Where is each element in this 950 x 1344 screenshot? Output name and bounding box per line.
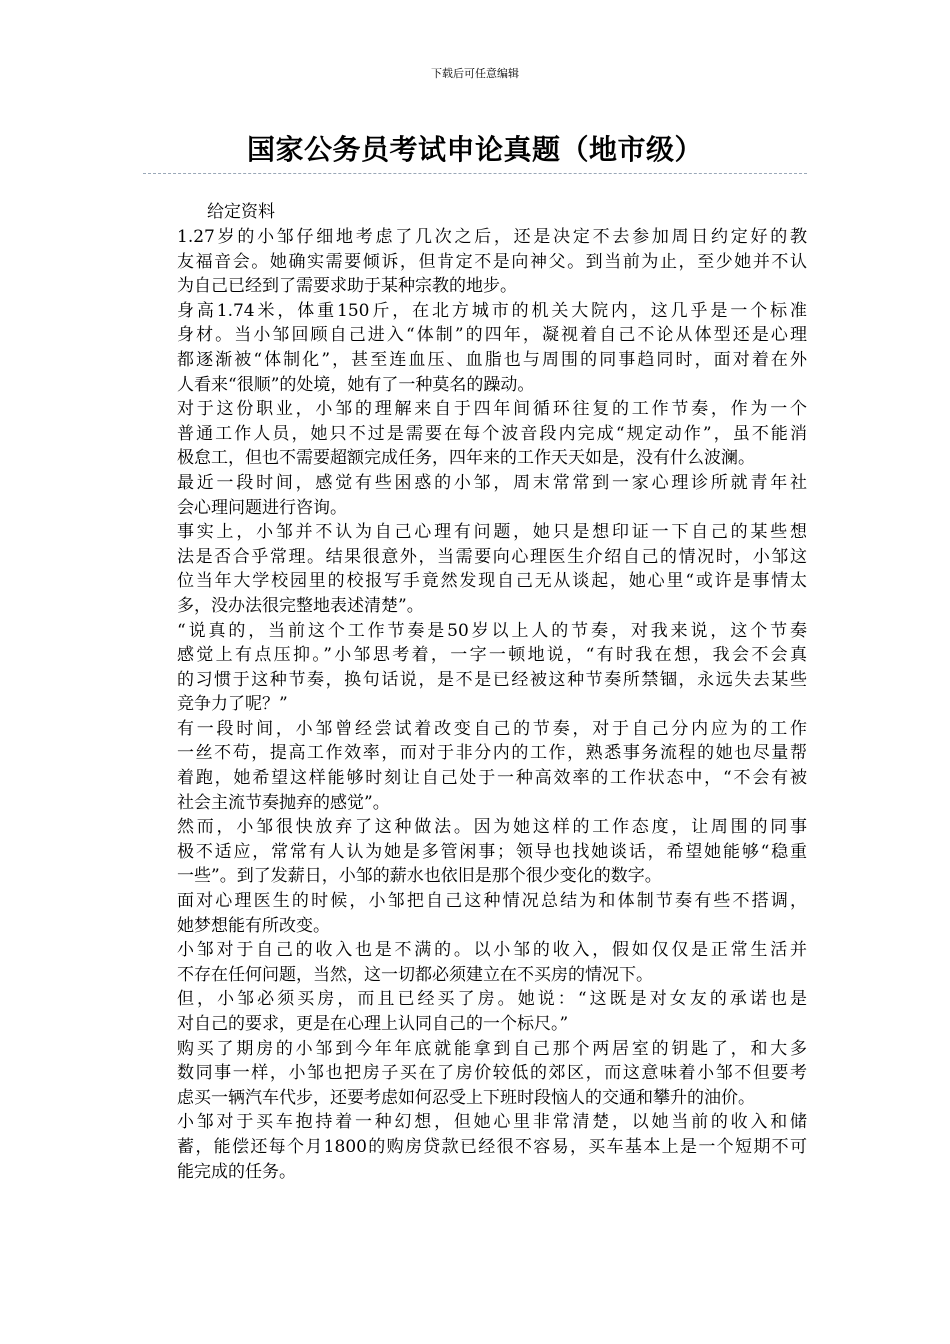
paragraph-line: 会心理问题进行咨询。 bbox=[177, 497, 347, 518]
section-label: 给定资料 bbox=[207, 202, 275, 222]
body-paragraph bbox=[143, 987, 807, 1036]
paragraph-line: 面对心理医生的时候，小邹把自己这种情况总结为和体制节奏有些不搭调， bbox=[177, 891, 807, 912]
body-paragraph bbox=[143, 938, 807, 987]
paragraph-line: 小邹对于自己的收入也是不满的。以小邹的收入，假如仅仅是正常生活并 bbox=[177, 940, 807, 961]
paragraph-line: 多，没办法很完整地表述清楚”。 bbox=[177, 595, 424, 616]
body-paragraph bbox=[143, 471, 807, 520]
body-paragraph bbox=[143, 889, 807, 938]
body-paragraph bbox=[143, 1110, 807, 1184]
paragraph-line: 对自己的要求，更是在心理上认同自己的一个标尺。” bbox=[177, 1014, 569, 1034]
paragraph-line: 极怠工，但也不需要超额完成任务，四年来的工作天天如是，没有什么波澜。 bbox=[177, 448, 755, 469]
paragraph-line: 社会主流节奏抛弃的感觉”。 bbox=[177, 792, 390, 813]
paragraph-line: 小邹对于买车抱持着一种幻想，但她心里非常清楚，以她当前的收入和储 bbox=[177, 1112, 807, 1133]
paragraph-line: 虑买一辆汽车代步，还要考虑如何忍受上下班时段恼人的交通和攀升的油价。 bbox=[177, 1087, 755, 1108]
paragraph-line: 有一段时间，小邹曾经尝试着改变自己的节奏，对于自己分内应为的工作 bbox=[177, 718, 807, 739]
paragraph-line: 友福音会。她确实需要倾诉，但肯定不是向神父。到当前为止，至少她并不认 bbox=[177, 251, 807, 272]
paragraph-line: 为自己已经到了需要求助于某种宗教的地步。 bbox=[177, 276, 517, 297]
body-paragraph bbox=[143, 815, 807, 889]
body-paragraph bbox=[143, 397, 807, 471]
body-paragraph bbox=[143, 299, 807, 397]
paragraph-line: 不存在任何问题，当然，这一切都必须建立在不买房的情况下。 bbox=[177, 964, 653, 985]
body-paragraph bbox=[143, 225, 807, 299]
paragraph-line: 1.27岁的小邹仔细地考虑了几次之后，还是决定不去参加周日约定好的教 bbox=[177, 227, 807, 247]
paragraph-line: 的习惯于这种节奏，换句话说，是不是已经被这种节奏所禁锢，永远失去某些 bbox=[177, 669, 807, 690]
paragraph-line: 着跑，她希望这样能够时刻让自己处于一种高效率的工作状态中，“不会有被 bbox=[177, 768, 807, 789]
paragraph-line: 对于这份职业，小邹的理解来自于四年间循环往复的工作节奏，作为一个 bbox=[177, 399, 807, 420]
document-body bbox=[143, 200, 807, 1184]
paragraph-line: 极不适应，常常有人认为她是多管闲事；领导也找她谈话，希望她能够“稳重 bbox=[177, 841, 807, 862]
paragraph-line: 最近一段时间，感觉有些困惑的小邹，周末常常到一家心理诊所就青年社 bbox=[177, 472, 807, 493]
header-note: 下载后可任意编辑 bbox=[431, 67, 519, 80]
paragraph-line: 但，小邹必须买房，而且已经买了房。她说：“这既是对女友的承诺也是 bbox=[177, 989, 807, 1010]
paragraph-line: 事实上，小邹并不认为自己心理有问题，她只是想印证一下自己的某些想 bbox=[177, 522, 807, 543]
paragraph-line: 一些”。到了发薪日，小邹的薪水也依旧是那个很少变化的数字。 bbox=[177, 866, 662, 887]
body-paragraph bbox=[143, 619, 807, 717]
paragraph-line: 都逐渐被“体制化”，甚至连血压、血脂也与周围的同事趋同时，面对着在外 bbox=[177, 349, 807, 370]
body-paragraph bbox=[143, 520, 807, 618]
paragraph-line: 蓄，能偿还每个月1800的购房贷款已经很不容易，买车基本上是一个短期不可 bbox=[177, 1136, 807, 1157]
body-paragraph bbox=[143, 717, 807, 815]
title-divider bbox=[143, 173, 807, 174]
paragraph-line: 人看来“很顺”的处境，她有了一种莫名的躁动。 bbox=[177, 374, 535, 395]
paragraph-line: 身材。当小邹回顾自己进入“体制”的四年，凝视着自己不论从体型还是心理 bbox=[177, 325, 807, 346]
paragraph-line: 一丝不苟，提高工作效率，而对于非分内的工作，熟悉事务流程的她也尽量帮 bbox=[177, 743, 807, 764]
page-title: 国家公务员考试申论真题（地市级） bbox=[246, 133, 703, 166]
paragraph-line: “说真的，当前这个工作节奏是50岁以上人的节奏，对我来说，这个节奏 bbox=[177, 620, 807, 641]
paragraph-line: 然而，小邹很快放弃了这种做法。因为她这样的工作态度，让周围的同事 bbox=[177, 817, 807, 838]
paragraph-line: 能完成的任务。 bbox=[177, 1161, 296, 1182]
paragraph-line: 数同事一样，小邹也把房子买在了房价较低的郊区，而这意味着小邹不但要考 bbox=[177, 1063, 807, 1084]
paragraph-list bbox=[143, 225, 807, 1184]
paragraph-line: 身高1.74米，体重150斤，在北方城市的机关大院内，这几乎是一个标准 bbox=[177, 300, 807, 321]
paragraph-line: 普通工作人员，她只不过是需要在每个波音段内完成“规定动作”，虽不能消 bbox=[177, 423, 807, 444]
paragraph-line: 竞争力了呢？” bbox=[177, 694, 288, 715]
paragraph-line: 位当年大学校园里的校报写手竟然发现自己无从谈起，她心里“或许是事情太 bbox=[177, 571, 807, 592]
paragraph-line: 购买了期房的小邹到今年年底就能拿到自己那个两居室的钥匙了，和大多 bbox=[177, 1038, 807, 1059]
body-paragraph bbox=[143, 1037, 807, 1111]
paragraph-line: 感觉上有点压抑。”小邹思考着，一字一顿地说，“有时我在想，我会不会真 bbox=[177, 645, 807, 666]
paragraph-line: 她梦想能有所改变。 bbox=[177, 915, 330, 936]
paragraph-line: 法是否合乎常理。结果很意外，当需要向心理医生介绍自己的情况时，小邹这 bbox=[177, 546, 807, 567]
